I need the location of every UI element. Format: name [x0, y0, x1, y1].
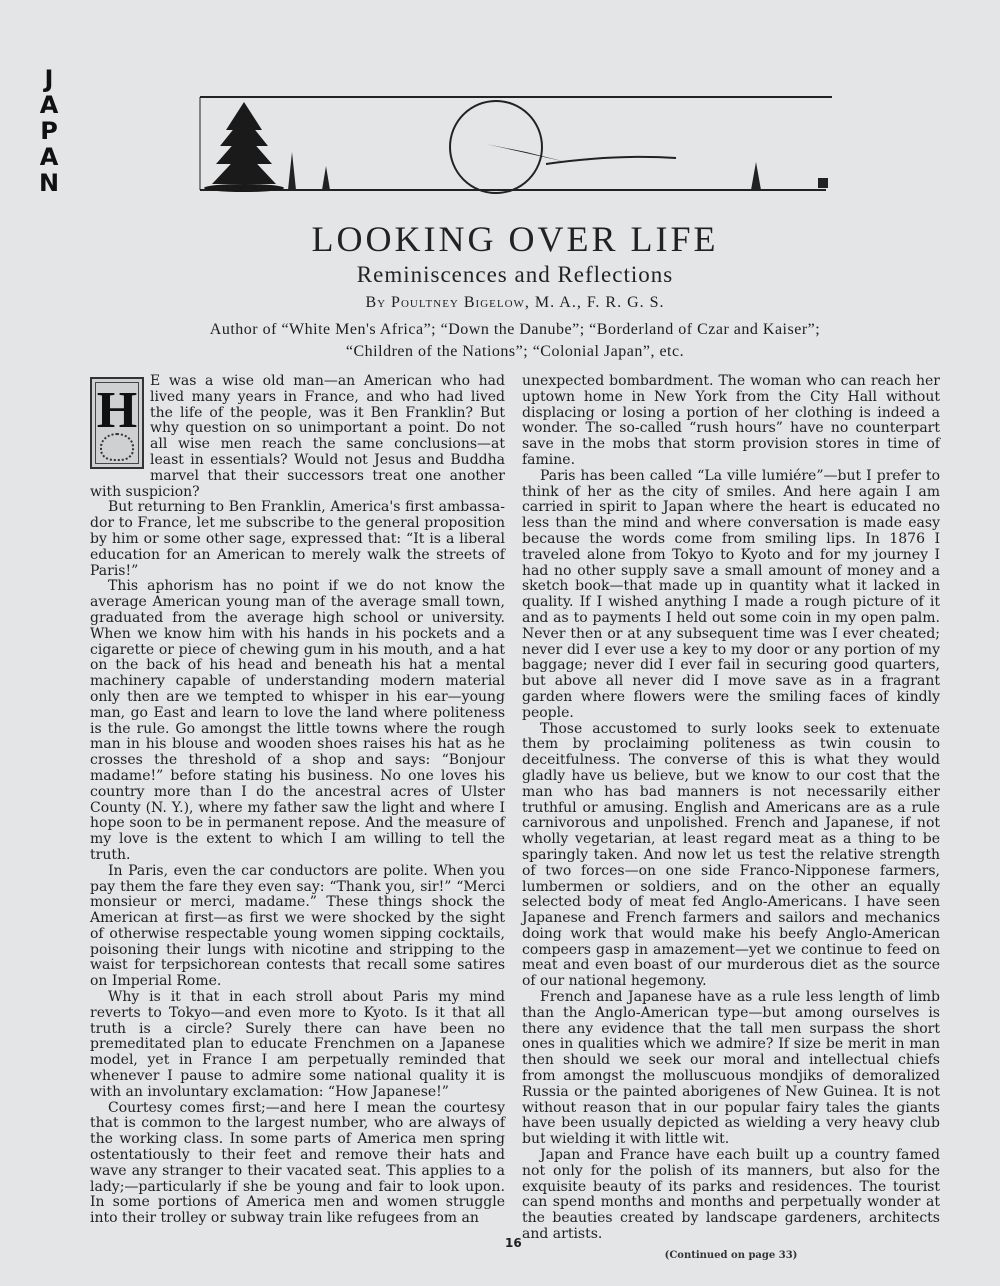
paragraph: Courtesy comes first;—and here I mean the courtesy that is common to the largest number, who are always of the working class. In some parts of America men spring ostentatiously to their feet and remove their hats and wave any stranger to their vacated seat. This applies to a lady;—particularly if she be young and fair to look upon. In some portions of America men and women struggle into their trolley or subway train like refugees from an [90, 1099, 505, 1227]
paragraph: Paris has been called “La ville lumiére”—but I prefer to think of her as the city of smiles. And here again I am carried in spirit to Japan where the heart is educated no less than the mind and where conversation is made easy because the words come from smiling lips. In 1876 I traveled alone from Tokyo to Kyoto and for my journey I had no other supply save a small amount of money and a sketch book—that made up in quantity what it lacked in quality. If I wished anything I made a rough picture of it and as to payments I held out some coin in my open palm. Never then or at any subsequent time was I ever cheated; never did I ever use a key to my door or any portion of my baggage; never did I ever fail in securing good quarters, but above all never did I move save as in a fragrant garden where flowers were the smiling faces of kindly people. [522, 467, 940, 721]
side-letter: A [39, 91, 59, 119]
article-column-right [522, 374, 940, 1262]
ornament-icon [100, 433, 134, 461]
drop-cap-letter: H [95, 382, 139, 464]
drop-cap [90, 377, 144, 469]
side-letter: A [39, 143, 59, 171]
header-illustration [196, 92, 836, 196]
paragraph: unexpected bombardment. The woman who can reach her uptown home in New York from the City Hall without displacing or losing a portion of her clothing is indeed a wonder. The so-called “rush hours” have no counterpart save in the mobs that storm provision stores in time of famine. [522, 373, 940, 468]
paragraph: E was a wise old man—an American who had lived many years in France, and who had lived the life of the people, was it Ben Franklin? But why question on so unimportant a point. Do not all wise men reach the same conclusions—at least in essentials? Would not Jesus and Buddha marvel that their successors treat one another with suspicion? [90, 373, 505, 500]
section-label-japan [38, 66, 60, 196]
author-credits [160, 319, 870, 363]
paragraph: But returning to Ben Franklin, America's first ambassador to France, let me subscribe to the general proposition by him or some other sage, expressed that: “It is a liberal education for an American to merely walk the streets of Paris!” [90, 499, 505, 579]
article-title: LOOKING OVER LIFE [311, 219, 719, 259]
side-letter: P [40, 117, 58, 145]
paragraph: French and Japanese have as a rule less length of limb than the Anglo-American type—but among ourselves is there any evidence that the tall men surpass the short ones in qualities which we admire? If size be merit in man then should we seek our moral and intellectual chiefs from amongst the molluscuous mondjiks of demoralized Russia or the painted aborigenes of New Guinea. It is not without reason that in our popular fairy tales the giants have been usually depicted as wielding a very heavy club but wielding it with little wit. [522, 989, 940, 1148]
paragraph: Japan and France have each built up a country famed not only for the polish of its manners, but also for the exquisite beauty of its parks and residences. The tourist can spend months and months and perpetually wonder at the beauties created by landscape gardeners, architects and artists. [522, 1147, 940, 1243]
paragraph: In Paris, even the car conductors are polite. When you pay them the fare they even say: “Thank you, sir!” “Merci monsieur or merci, madame.” These things shock the American at first—as first we were shocked by the sight of otherwise respectable young women sipping cocktails, poisoning their lungs with nicotine and stripping to the waist for terpsichorean contests that recall some satires on Imperial Rome. [90, 862, 505, 990]
article-subtitle: Reminiscences and Reflections [356, 262, 674, 287]
article-column-left [90, 374, 505, 1227]
side-letter: J [44, 65, 54, 93]
author-credits-line: “Children of the Nations”; “Colonial Japan”, etc. [345, 343, 685, 360]
continued-note: (Continued on page 33) [664, 1249, 798, 1261]
paragraph: Why is it that in each stroll about Paris my mind reverts to Tokyo—and even more to Kyoto. Is it that all truth is a circle? Surely there can have been no premeditated plan to educate Frenchmen on a Japanese model, yet in France I am perpetually reminded that whenever I pause to admire some national quality it is with an involuntary exclamation: “How Japanese!” [90, 989, 505, 1100]
paragraph: This aphorism has no point if we do not know the average American young man of the average small town, graduated from the average high school or university. When we know him with his hands in his pockets and a cigarette or piece of chewing gum in his mouth, and a hat on the back of his head and beneath his hat a mental machinery capable of understanding modern material only then are we tempted to whisper in his ear—young man, go East and learn to love the land where politeness is the rule. Go amongst the little towns where the rough man in his blouse and wooden shoes raises his hat as he crosses the threshold of a shop and says: “Bonjour madame!” before stating his business. No one loves his country more than I do the ancestral acres of Ulster County (N. Y.), where my father saw the light and where I hope soon to be in permanent repose. And the measure of my love is the extent to which I am willing to tell the truth. [90, 578, 505, 863]
page-number: 16 [505, 1236, 522, 1250]
pine-tree-icon [204, 102, 284, 192]
author-credits-line: Author of “White Men's Africa”; “Down the Danube”; “Borderland of Czar and Kaiser”; [209, 321, 821, 338]
side-letter: N [38, 169, 60, 197]
paragraph: Those accustomed to surly looks seek to extenuate them by proclaiming politeness as twin cousin to deceitfulness. The converse of this is what they would gladly have us believe, but we know to our cost that the man who has bad manners is not necessarily either truthful or amusing. English and Americans are as a rule carnivorous and unpolished. French and Japanese, if not wholly vegetarian, at least regard meat as a thing to be sparingly taken. And now let us test the relative strength of two forces—on one side Franco-Nipponese farmers, lumbermen or soldiers, and on the other an equally selected body of meat fed Anglo-Americans. I have seen Japanese and French farmers and sailors and mechanics doing work that would make his beefy Anglo-American compeers gasp in amazement—yet we continue to feed on meat and even boast of our murderous diet as the source of our national hegemony. [522, 720, 940, 990]
byline: By Poultney Bigelow, M. A., F. R. G. S. [365, 294, 665, 311]
